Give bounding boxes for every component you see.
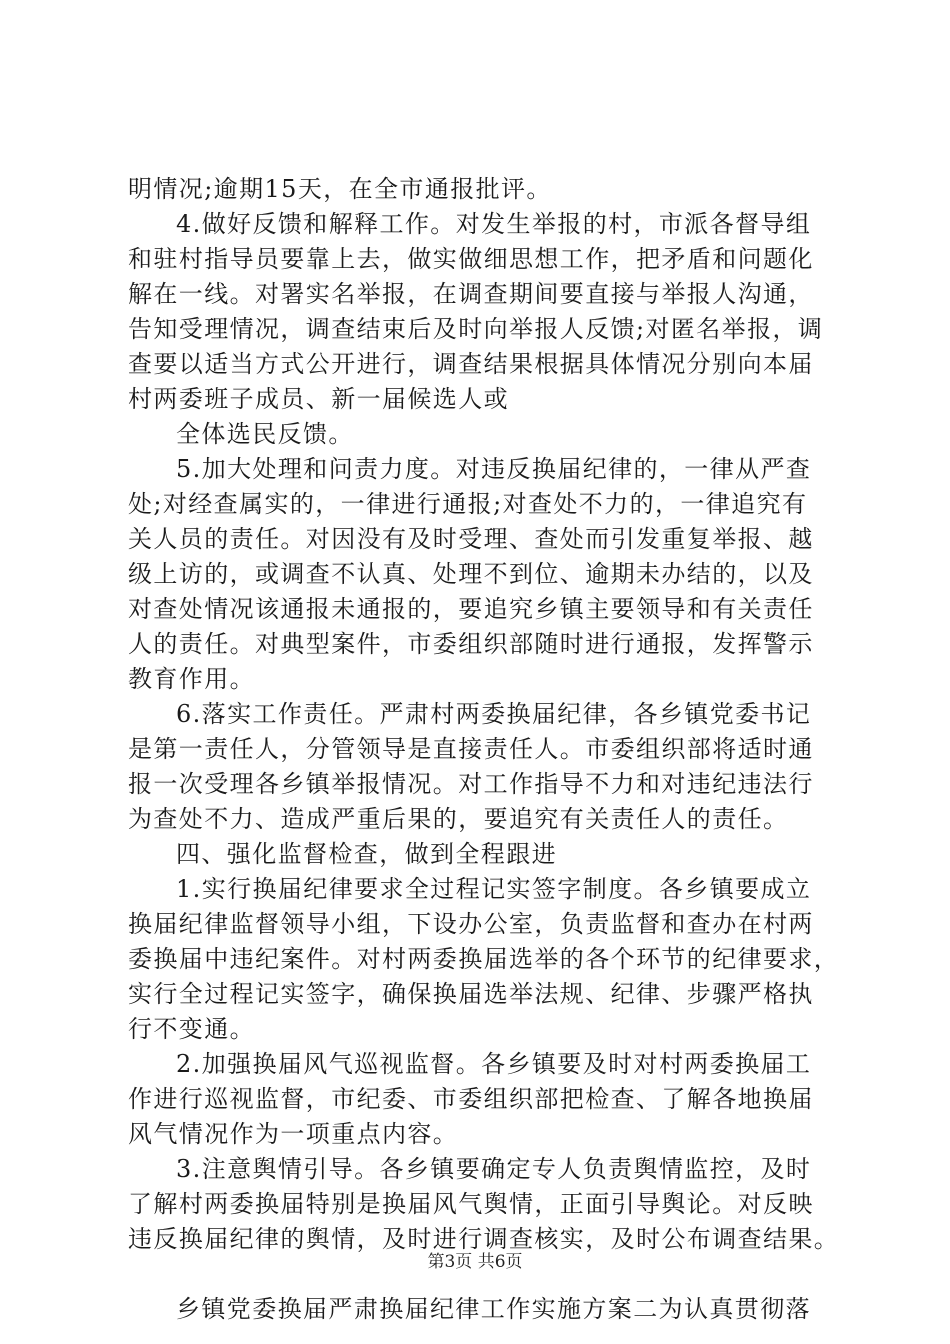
text-line: 了解村两委换届特别是换届风气舆情，正面引导舆论。对反映 (128, 1190, 814, 1218)
text-line: 4.做好反馈和解释工作。对发生举报的村，市派各督导组 (176, 210, 812, 238)
text-line: 1.实行换届纪律要求全过程记实签字制度。各乡镇要成立 (176, 875, 812, 903)
text-line: 解在一线。对署实名举报，在调查期间要直接与举报人沟通， (128, 280, 814, 308)
text-line: 明情况;逾期15天，在全市通报批评。 (128, 175, 552, 203)
text-line: 6.落实工作责任。严肃村两委换届纪律，各乡镇党委书记 (176, 700, 812, 728)
section-heading: 四、强化监督检查，做到全程跟进 (176, 840, 557, 868)
text-line: 查要以适当方式公开进行，调查结果根据具体情况分别向本届 (128, 350, 814, 378)
text-line: 关人员的责任。对因没有及时受理、查处而引发重复举报、越 (128, 525, 814, 553)
document-body (128, 172, 840, 1327)
text-line: 行不变通。 (128, 1015, 255, 1043)
text-line: 是第一责任人，分管领导是直接责任人。市委组织部将适时通 (128, 735, 814, 763)
text-line: 村两委班子成员、新一届候选人或 (128, 385, 509, 413)
text-line: 违反换届纪律的舆情，及时进行调查核实，及时公布调查结果。 (128, 1225, 840, 1253)
text-line: 全体选民反馈。 (176, 420, 354, 448)
text-line: 3.注意舆情引导。各乡镇要确定专人负责舆情监控，及时 (176, 1155, 812, 1183)
text-line: 风气情况作为一项重点内容。 (128, 1120, 459, 1148)
text-line: 委换届中违纪案件。对村两委换届选举的各个环节的纪律要求， (128, 945, 840, 973)
text-line: 换届纪律监督领导小组，下设办公室，负责监督和查办在村两 (128, 910, 814, 938)
next-document-title-line: 乡镇党委换届严肃换届纪律工作实施方案二为认真贯彻落 (176, 1295, 811, 1323)
text-line: 人的责任。对典型案件，市委组织部随时进行通报，发挥警示 (128, 630, 814, 658)
text-line: 作进行巡视监督，市纪委、市委组织部把检查、了解各地换届 (128, 1085, 814, 1113)
text-line: 处;对经查属实的，一律进行通报;对查处不力的，一律追究有 (128, 490, 808, 518)
page-number: 第3页 共6页 (427, 1252, 523, 1272)
text-line: 2.加强换届风气巡视监督。各乡镇要及时对村两委换届工 (176, 1050, 812, 1078)
text-line: 5.加大处理和问责力度。对违反换届纪律的，一律从严查 (176, 455, 812, 483)
text-line: 告知受理情况，调查结束后及时向举报人反馈;对匿名举报，调 (128, 315, 824, 343)
text-line: 教育作用。 (128, 665, 255, 693)
text-line: 级上访的，或调查不认真、处理不到位、逾期未办结的，以及 (128, 560, 814, 588)
text-line: 实行全过程记实签字，确保换届选举法规、纪律、步骤严格执 (128, 980, 814, 1008)
text-line: 报一次受理各乡镇举报情况。对工作指导不力和对违纪违法行 (128, 770, 814, 798)
text-line: 对查处情况该通报未通报的，要追究乡镇主要领导和有关责任 (128, 595, 814, 623)
text-line: 为查处不力、造成严重后果的，要追究有关责任人的责任。 (128, 805, 789, 833)
page-footer (0, 1251, 950, 1273)
text-line: 和驻村指导员要靠上去，做实做细思想工作，把矛盾和问题化 (128, 245, 814, 273)
